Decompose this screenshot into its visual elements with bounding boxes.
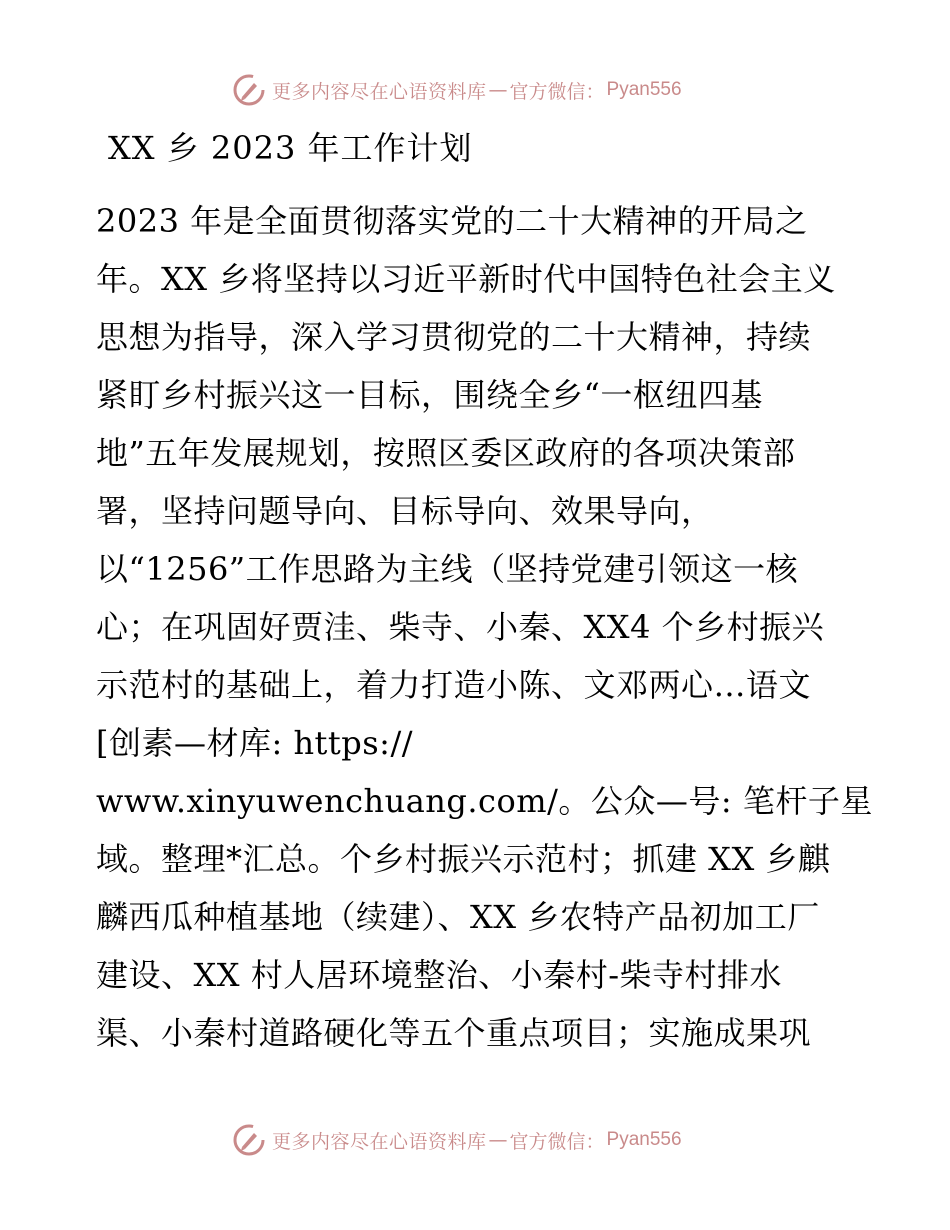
watermark-id: Pyan556	[606, 1129, 682, 1150]
body-line: www.xinyuwenchuang.com/。公众—号: 笔杆子星	[96, 782, 873, 820]
body-line: 地”五年发展规划，按照区委区政府的各项决策部	[96, 434, 796, 472]
body-line: 示范村的基础上，着力打造小陈、文邓两心…语文	[96, 666, 812, 704]
body-line: 2023 年是全面贯彻落实党的二十大精神的开局之	[96, 202, 808, 240]
body-line: 年。XX 乡将坚持以习近平新时代中国特色社会主义	[96, 260, 836, 298]
body-line: 署，坚持问题导向、目标导向、效果导向，	[96, 492, 714, 530]
watermark-brand: 更多内容尽在心语资料库	[272, 1130, 487, 1153]
watermark-label: 官方微信：	[509, 80, 605, 103]
watermark-dash: —	[488, 1129, 508, 1151]
header-watermark	[232, 70, 682, 110]
pen-circle-logo-icon	[232, 73, 266, 107]
footer-watermark	[232, 1120, 682, 1160]
body-line: 以“1256”工作思路为主线（坚持党建引领这一核	[96, 550, 799, 588]
body-line: 心；在巩固好贾洼、柴寺、小秦、XX4 个乡村振兴	[96, 608, 825, 646]
body-line: 建设、XX 村人居环境整治、小秦村-柴寺村排水	[96, 956, 783, 994]
watermark-brand: 更多内容尽在心语资料库	[272, 80, 487, 103]
body-line: [创素—材库: https://	[96, 724, 414, 762]
body-line: 渠、小秦村道路硬化等五个重点项目；实施成果巩	[96, 1014, 812, 1052]
watermark-id: Pyan556	[606, 79, 682, 100]
body-line: 思想为指导，深入学习贯彻党的二十大精神，持续	[96, 318, 812, 356]
body-line: 紧盯乡村振兴这一目标，围绕全乡“一枢纽四基	[96, 376, 763, 414]
body-line: 域。整理*汇总。个乡村振兴示范村；抓建 XX 乡麒	[96, 840, 831, 878]
body-line: 麟西瓜种植基地（续建）、XX 乡农特产品初加工厂	[96, 898, 820, 936]
pen-circle-logo-icon	[232, 1123, 266, 1157]
watermark-dash: —	[488, 79, 508, 101]
watermark-label: 官方微信：	[509, 1130, 605, 1153]
document-body	[96, 192, 873, 1062]
document-title: XX 乡 2023 年工作计划	[108, 129, 473, 167]
